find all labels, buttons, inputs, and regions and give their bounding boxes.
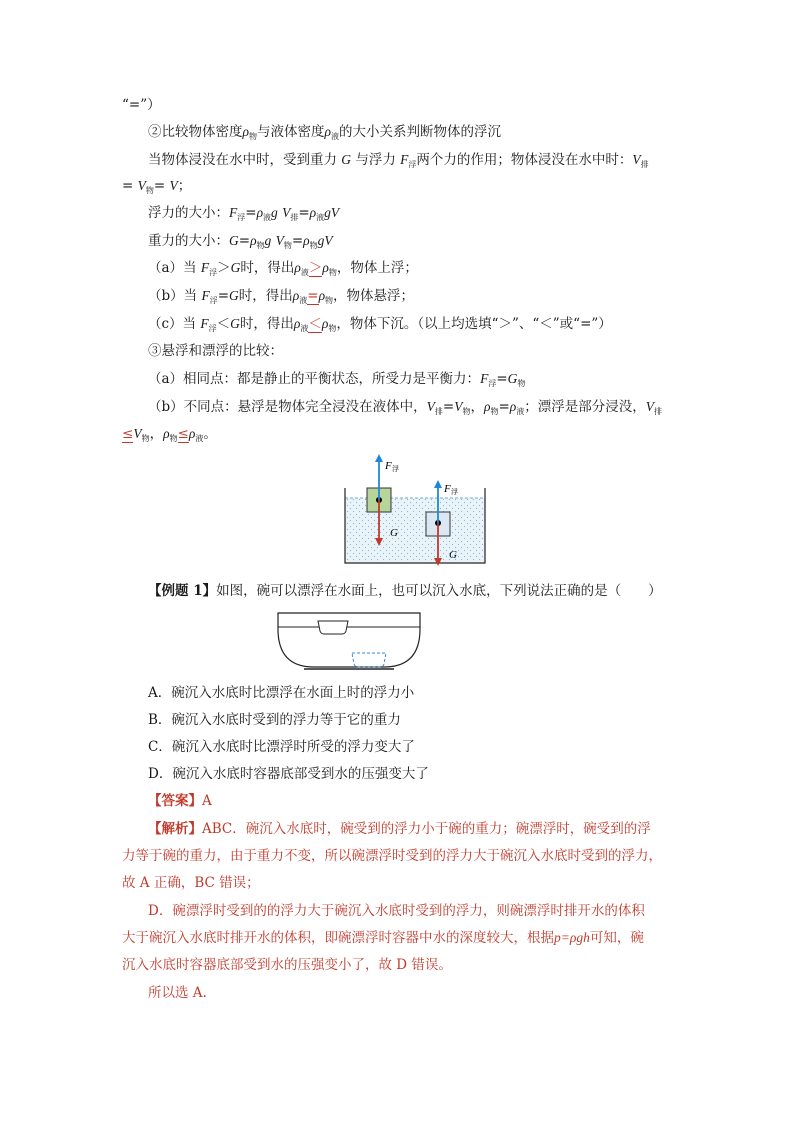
example-tag: 【例题 1】 <box>148 583 217 599</box>
label-f-susp: F <box>444 483 451 495</box>
eq: = <box>298 205 310 221</box>
label-f-float-sub: 浮 <box>392 465 399 473</box>
symbol-g: G <box>229 288 239 303</box>
diff-points-2 <box>122 425 217 448</box>
buoyancy-arrowhead-1 <box>375 454 383 462</box>
symbol-gg: g <box>271 205 278 220</box>
symbol-v: V <box>454 399 463 414</box>
sub-wu: 物 <box>325 296 334 305</box>
rho-symbol: ρ <box>242 124 249 139</box>
rho: ρ <box>509 399 517 414</box>
case-a-1: （a）当 <box>148 260 197 276</box>
analysis-line-6: 沉入水底时容器底部受到水的压强变小了，故 D 错误。 <box>122 957 452 973</box>
heading-text-3: 的大小关系判断物体的浮沉 <box>338 124 501 140</box>
symbol-gg: g <box>324 205 331 220</box>
sub-ye: 液 <box>316 213 325 222</box>
symbol-g: G <box>230 316 240 331</box>
sub-wu: 物 <box>517 379 526 388</box>
sub-ye: 液 <box>299 296 308 305</box>
label-g-susp: G <box>449 549 457 561</box>
sub-wu: 物 <box>145 186 154 195</box>
intro-end: ； <box>177 178 192 194</box>
example-question <box>148 582 662 600</box>
option-a: A．碗沉入水底时比漂浮在水面上时的浮力小 <box>148 685 415 701</box>
bowl-diagram <box>274 605 424 673</box>
answer-lt: ＜ <box>308 316 322 332</box>
symbol-g: G <box>507 371 518 386</box>
label-f-float: F <box>385 460 392 472</box>
case-c-2: ＜ <box>216 316 231 332</box>
sub-fu: 浮 <box>209 268 218 277</box>
answer-le-2: ≤ <box>177 426 189 442</box>
rho: ρ <box>309 205 317 220</box>
symbol-v: V <box>645 399 654 414</box>
sub-ye: 液 <box>330 132 339 141</box>
sunk-bowl <box>352 653 386 667</box>
eq: = <box>291 233 304 249</box>
option-b: B．碗沉入水底时受到的浮力等于它的重力 <box>148 712 401 728</box>
diff-1: （b）不同点：悬浮是物体完全浸没在液体中， <box>148 399 427 415</box>
case-b <box>148 287 414 310</box>
case-a-2: ＞ <box>217 260 231 276</box>
rho: ρ <box>250 233 257 248</box>
intro-text-a: 当物体浸没在水中时，受到重力 <box>148 152 337 168</box>
symbol-v: V <box>632 152 641 167</box>
analysis-text-1: ABC．碗沉入水底时，碗受到的浮力小于碗的重力；碗漂浮时，碗受到的浮 <box>202 821 651 837</box>
rho: ρ <box>318 288 326 303</box>
intro-line-2 <box>122 177 191 200</box>
water-area <box>345 498 485 562</box>
analysis-line-4: D．碗漂浮时受到的的浮力大于碗沉入水底时受到的浮力，则碗漂浮时排开水的体积 <box>148 903 645 919</box>
symbol-v: V <box>133 426 142 441</box>
symbol-v: V <box>275 233 284 248</box>
rho: ρ <box>322 260 329 275</box>
sub-fu: 浮 <box>488 379 497 388</box>
rho: ρ <box>256 205 264 220</box>
diff-3: ， <box>149 426 164 442</box>
pressure-formula: p=ρgh <box>554 930 590 945</box>
heading-comparison: ③悬浮和漂浮的比较： <box>148 343 283 359</box>
rho-symbol: ρ <box>324 124 331 139</box>
rho: ρ <box>292 288 300 303</box>
answer-le: ≤ <box>122 426 134 442</box>
rho: ρ <box>294 260 301 275</box>
label-g-float: G <box>390 527 398 539</box>
weight-label: 重力的大小： <box>148 233 229 249</box>
case-c <box>148 315 612 338</box>
sub-ye: 液 <box>516 407 525 416</box>
sub-wu: 物 <box>283 241 292 250</box>
eq: = <box>498 399 510 415</box>
same-points <box>148 370 525 393</box>
analysis-line-1 <box>148 820 651 838</box>
rho: ρ <box>321 316 329 331</box>
symbol-g: G <box>229 233 239 248</box>
case-c-4: ，物体下沉。（以上均选填“＞”、“＜”或“=”） <box>336 316 612 332</box>
analysis-line-5 <box>122 929 644 947</box>
sub-fu: 浮 <box>209 296 218 305</box>
sub-ye: 液 <box>300 268 309 277</box>
basin-outline <box>278 613 420 667</box>
sub-wu: 物 <box>328 324 337 333</box>
sub-ye: 液 <box>195 434 204 443</box>
symbol-gg: g <box>317 233 325 248</box>
case-c-1: （c）当 <box>148 316 197 332</box>
rho: ρ <box>303 233 310 248</box>
symbol-gg: g <box>264 233 272 248</box>
heading-compare-density <box>148 123 501 146</box>
diff-2: ；漂浮是部分浸没， <box>524 399 646 415</box>
intro-eq2: = <box>153 178 166 194</box>
same-2: = <box>496 371 508 387</box>
sub-ye: 液 <box>300 324 309 333</box>
eq: = <box>442 399 455 415</box>
rho: ρ <box>483 399 491 414</box>
intro-eq: = <box>122 178 134 194</box>
analysis-text-5b: 可知，碗 <box>589 930 644 946</box>
sub-wu: 物 <box>256 241 265 250</box>
sub-fu: 浮 <box>408 160 417 169</box>
answer-tag: 【答案】 <box>148 793 202 809</box>
sub-pai: 排 <box>290 213 299 222</box>
sub-wu: 物 <box>462 407 471 416</box>
symbol-f: F <box>200 260 210 275</box>
rho: ρ <box>293 316 301 331</box>
buoyancy-diagram <box>340 450 490 570</box>
rho: ρ <box>163 426 170 441</box>
sub-fu: 浮 <box>237 213 246 222</box>
sub-fu: 浮 <box>208 324 217 333</box>
buoyancy-arrowhead-2 <box>434 480 442 488</box>
case-a-4: ，物体上浮； <box>336 260 418 276</box>
intro-text-c: 两个力的作用；物体浸没在水中时： <box>416 152 633 168</box>
sub-wu: 物 <box>309 241 318 250</box>
analysis-text-5a: 大于碗沉入水底时排开水的体积，即碗漂浮时容器中水的深度较大，根据 <box>122 930 554 946</box>
symbol-v: V <box>324 233 333 248</box>
option-d: D．碗沉入水底时容器底部受到水的压强变大了 <box>148 766 429 782</box>
buoyancy-formula <box>148 204 339 227</box>
analysis-line-2: 力等于碗的重力，由于重力不变，所以碗漂浮时受到的浮力大于碗沉入水底时受到的浮力， <box>122 848 662 864</box>
answer-gt: ＞ <box>308 260 323 276</box>
case-a-3: 时，得出 <box>240 260 295 276</box>
heading-text-1: ②比较物体密度 <box>148 124 243 140</box>
diff-4: 。 <box>203 426 217 442</box>
option-c: C．碗沉入水底时比漂浮时所受的浮力变大了 <box>148 739 415 755</box>
rho: ρ <box>188 426 196 441</box>
case-b-4: ，物体悬浮； <box>333 288 415 304</box>
sub-pai: 排 <box>654 407 662 416</box>
symbol-f: F <box>200 316 209 331</box>
symbol-f: F <box>201 288 210 303</box>
sub-wu: 物 <box>169 434 178 443</box>
answer-line <box>148 792 212 810</box>
symbol-g: G <box>341 152 352 167</box>
symbol-v: V <box>426 399 435 414</box>
sub-pai: 排 <box>434 407 443 416</box>
symbol-f: F <box>229 205 238 220</box>
same-1: （a）相同点：都是静止的平衡状态，所受力是平衡力： <box>148 371 481 387</box>
case-b-2: = <box>217 288 230 304</box>
eq: = <box>238 233 251 249</box>
sub-wu: 物 <box>141 434 150 443</box>
analysis-tag: 【解析】 <box>148 821 202 837</box>
sub-ye: 液 <box>263 213 272 222</box>
floating-bowl <box>318 621 348 634</box>
case-b-1: （b）当 <box>148 288 198 304</box>
heading-text-2: 与液体密度 <box>256 124 325 140</box>
intro-text-b: 与浮力 <box>355 152 396 168</box>
diff-points-1: （b）不同点：悬浮是物体完全浸没在液体中，$V_排=V_物$，$\rho_物=\rho_液$；漂浮是部分浸没，$V_排$ <box>148 399 662 416</box>
case-c-3: 时，得出 <box>239 316 294 332</box>
sub-wu: 物 <box>490 407 499 416</box>
symbol-v: V <box>137 178 146 193</box>
top-fragment: “=”） <box>122 97 161 113</box>
symbol-f: F <box>480 371 489 386</box>
symbol-g: G <box>230 260 241 275</box>
eq: = <box>245 205 257 221</box>
weight-formula <box>148 232 333 255</box>
symbol-v: V <box>169 178 178 193</box>
symbol-v: V <box>330 205 340 220</box>
intro-line-1 <box>148 151 649 174</box>
question-text: 如图，碗可以漂浮在水面上，也可以沉入水底，下列说法正确的是（ ） <box>216 583 662 599</box>
buoy-label: 浮力的大小： <box>148 205 229 221</box>
analysis-line-3: 故 A 正确，BC 错误； <box>122 875 260 891</box>
label-f-susp-sub: 浮 <box>451 488 458 496</box>
sub-wu: 物 <box>248 132 257 141</box>
sub-wu: 物 <box>328 268 337 277</box>
symbol-f: F <box>400 152 409 167</box>
conclusion-line: 所以选 A. <box>148 985 207 1001</box>
case-b-3: 时，得出 <box>238 288 293 304</box>
sub-pai: 排 <box>640 160 649 169</box>
case-a <box>148 259 418 282</box>
answer-value: A <box>202 793 212 809</box>
symbol-v: V <box>282 205 291 220</box>
answer-eq: = <box>307 288 319 304</box>
